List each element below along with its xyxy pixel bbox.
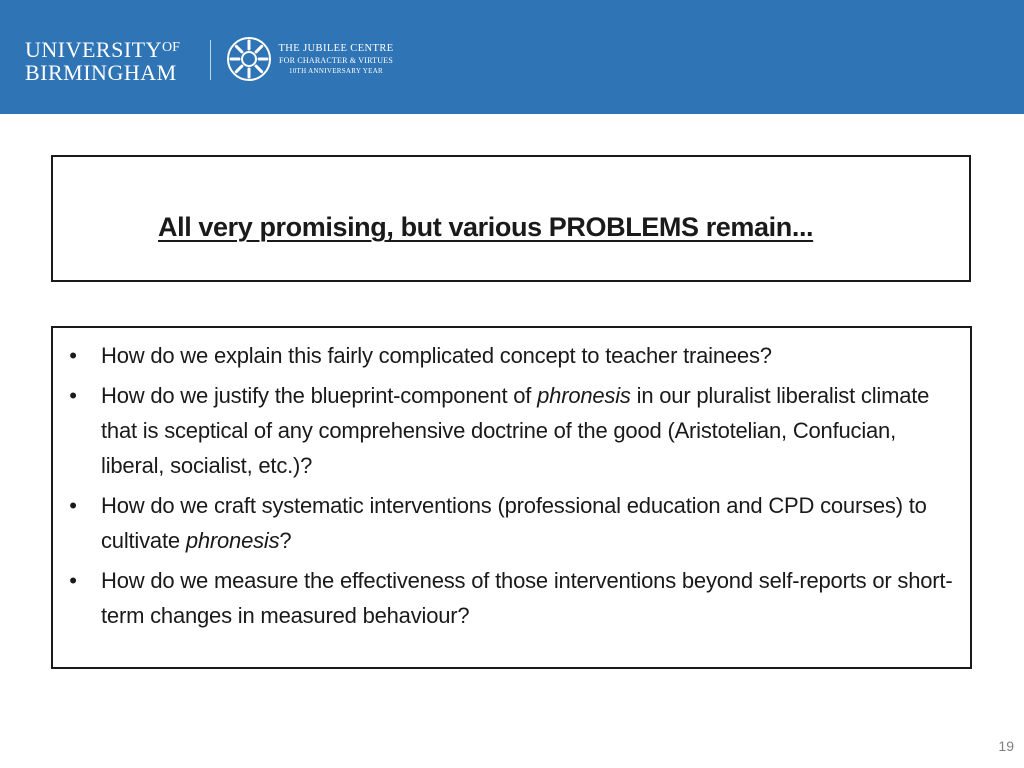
bullet-list	[63, 338, 960, 638]
bullet-text-continued: in our pluralist liberalist climate that is sceptical of any comprehensive doctrine of the good (Aristotelian, Confucian, liberal, socialist, etc.)?	[101, 383, 930, 478]
slide-title: All very promising, but various PROBLEMS remain...	[158, 212, 814, 242]
bullet-text: How do we measure the effectiveness of those interventions beyond self-reports or short-term changes in measured behaviour?	[101, 568, 953, 628]
jubilee-line-1: THE JUBILEE CENTRE	[278, 43, 394, 54]
bullet-marker: •	[69, 343, 77, 368]
logo-university-text: UNIVERSITY	[25, 37, 162, 62]
bullet-text: How do we craft systematic interventions (professional education and CPD courses) to cultivate	[101, 493, 927, 553]
bullet-marker: •	[69, 493, 77, 518]
bullet-text: How do we justify the blueprint-component of	[101, 383, 538, 408]
jubilee-line-3: 10TH ANNIVERSARY YEAR	[288, 67, 384, 75]
bullet-text: How do we explain this fairly complicated concept to teacher trainees?	[101, 343, 772, 368]
bullet-item	[63, 563, 960, 633]
jubilee-centre-logo-text	[276, 42, 396, 76]
header-bar	[0, 0, 1024, 114]
title-box	[51, 155, 971, 282]
jubilee-centre-emblem-icon	[226, 36, 272, 82]
logo-of-text: OF	[162, 40, 180, 55]
bullet-emphasis: phronesis	[185, 528, 280, 553]
bullet-marker: •	[69, 568, 77, 593]
bullet-item	[63, 338, 960, 373]
content-box	[51, 326, 972, 669]
logo-birmingham-text: BIRMINGHAM	[25, 60, 177, 85]
page-number: 19	[998, 738, 1014, 754]
bullet-item	[63, 378, 960, 483]
university-of-birmingham-logo	[25, 36, 180, 84]
bullet-marker: •	[69, 383, 77, 408]
logo-divider	[210, 40, 211, 80]
jubilee-line-2: FOR CHARACTER & VIRTUES	[279, 56, 393, 65]
bullet-text-continued: ?	[279, 528, 292, 553]
bullet-item	[63, 488, 960, 558]
bullet-emphasis: phronesis	[537, 383, 631, 408]
